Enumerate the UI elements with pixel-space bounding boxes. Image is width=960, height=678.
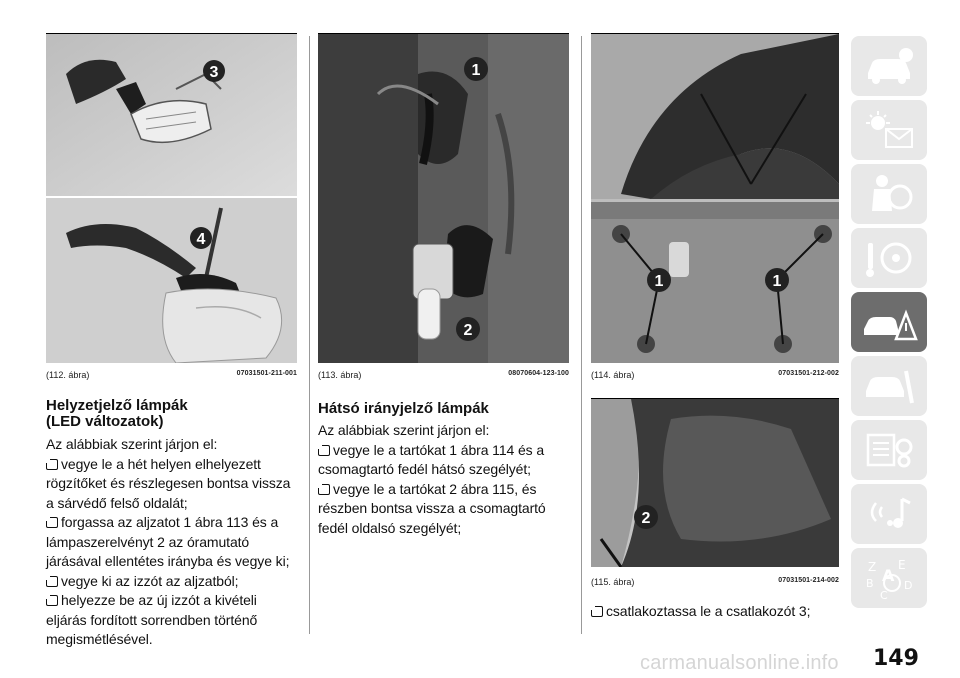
safety-airbag-icon [860,171,918,217]
callout-4: 4 [196,231,206,248]
technical-data-icon [860,427,918,473]
step-2-line-3: fedél oldalsó szegélyét; [318,519,462,536]
bullet-icon [46,595,58,606]
page-number: 149 [873,646,919,671]
column-divider-2 [581,36,582,634]
figure-114-image [591,34,839,363]
heading-line-2: (LED változatok) [46,413,164,430]
sidebar-tab-multimedia[interactable] [851,484,927,544]
warning-lights-icon [860,107,918,153]
figure-112-code: 07031501-211-001 [236,370,297,377]
step-2-line-3: járásával ellentétes irányba és vegye ki; [46,553,290,569]
figure-114-label: (114. ábra) [591,370,635,380]
callout-1: 1 [654,273,664,290]
chapter-sidebar [851,36,927,612]
maintenance-icon [860,363,918,409]
bullet-icon [318,445,330,456]
sidebar-tab-safety[interactable] [851,164,927,224]
figure-113-label: (113. ábra) [318,370,362,380]
step-2: forgassa az aljzatot 1 ábra 113 és a [46,513,301,533]
figure-114-caption [591,370,839,380]
side-marker-lamp-photo [46,34,297,196]
svg-text:Z: Z [868,560,877,574]
bullet-icon [46,517,58,528]
rear-turn-signal-photo [318,34,569,363]
figure-115-code: 07031501-214-002 [778,577,839,584]
bullet-icon [591,606,603,617]
column-divider-1 [309,36,310,634]
step-2: vegye le a tartókat 2 ábra 115, és [318,480,573,500]
figure-113-code: 08070604-123-100 [508,370,569,377]
step-2-line-2: lámpaszerelvényt 2 az óramutató [46,533,250,550]
figure-112-caption [46,370,297,380]
figure-112-bottom-image [46,198,297,363]
figure-113-caption [318,370,569,380]
callout-1: 1 [471,62,481,79]
trunk-side-trim-photo [591,399,839,567]
step-2-line-2: részben bontsa vissza a csomagtartó [318,500,546,516]
step-1-line-2: rögzítőket és részlegesen bontsa vissza [46,475,291,491]
figure-115-label: (115. ábra) [591,577,635,587]
bullet-icon [46,576,58,587]
step-4-line-3: megismétlésével. [46,631,153,647]
marker-removal-photo [46,198,297,363]
dashboard-car-icon [860,43,918,89]
trunk-lid-photo [591,34,839,363]
step-1: vegye le a hét helyen elhelyezett [46,455,301,475]
step-1-line-3: a sárvédő felső oldalát; [46,494,188,511]
svg-text:B: B [866,577,874,590]
sidebar-tab-warning-lights[interactable] [851,100,927,160]
index-icon [860,555,918,601]
starting-driving-icon [860,235,918,281]
step-1: vegye le a tartókat 1 ábra 114 és a [318,441,573,461]
section-led-marker-lamps [46,398,301,650]
section-rear-turn-lamps [318,401,573,538]
heading-rear-turn: Hátsó irányjelző lámpák [318,400,489,417]
sidebar-tab-technical-data[interactable] [851,420,927,480]
intro-text: Az alábbiak szerint járjon el: [318,422,490,438]
heading-line-1: Helyzetjelző lámpák [46,397,188,414]
sidebar-tab-starting-driving[interactable] [851,228,927,288]
watermark: carmanualsonline.info [640,652,839,674]
figure-114-code: 07031501-212-002 [778,370,839,377]
callout-2: 2 [641,510,651,527]
figure-115-image [591,399,839,567]
sidebar-tab-dashboard[interactable] [851,36,927,96]
intro-text: Az alábbiak szerint járjon el: [46,436,218,452]
step-4-line-2: eljárás fordított sorrendben történő [46,611,258,628]
figure-112-top-image [46,34,297,196]
svg-text:E: E [898,558,906,572]
bullet-icon [318,484,330,495]
emergency-icon [860,299,918,345]
step-4: helyezze be az új izzót a kivételi [46,591,301,611]
step-3: vegye ki az izzót az aljzatból; [46,572,301,592]
bullet-icon [46,459,58,470]
sidebar-tab-emergency[interactable] [851,292,927,352]
callout-3: 3 [209,64,219,81]
step-disconnect: csatlakoztassa le a csatlakozót 3; [591,602,841,622]
sidebar-tab-maintenance[interactable] [851,356,927,416]
figure-115-caption [591,577,839,587]
svg-text:A: A [882,566,895,585]
sidebar-tab-index[interactable] [851,548,927,608]
multimedia-icon [860,491,918,537]
svg-text:D: D [904,579,913,592]
figure-113-image [318,34,569,363]
step-1-line-2: csomagtartó fedél hátsó szegélyét; [318,461,531,477]
callout-2: 2 [463,322,473,339]
callout-1: 1 [772,273,782,290]
svg-text:C: C [880,589,888,601]
col3-steps [591,602,841,622]
figure-112-label: (112. ábra) [46,370,90,380]
